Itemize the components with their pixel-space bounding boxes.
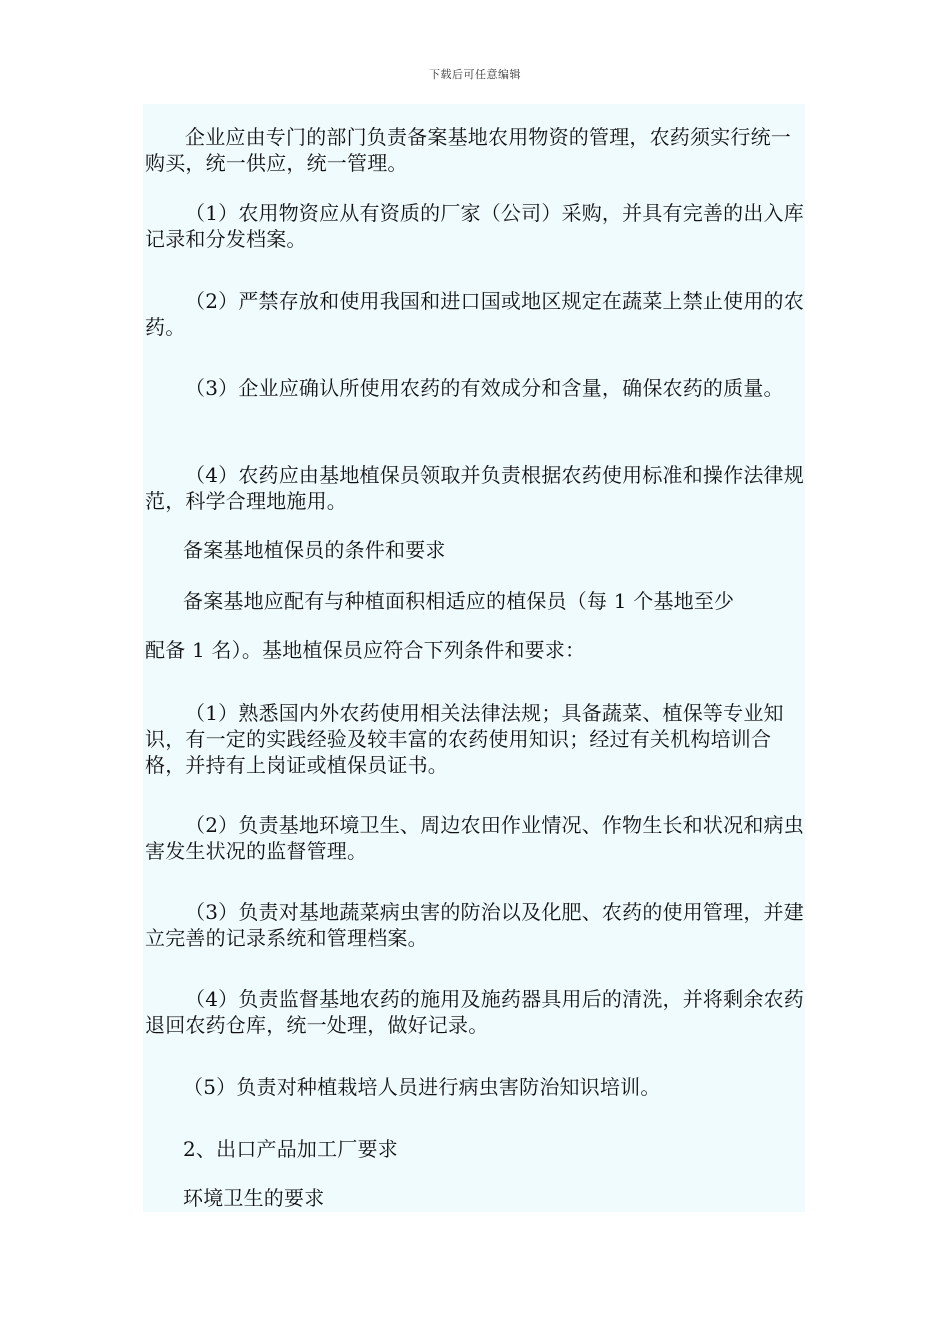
paragraph-staffing-line2: 配备 1 名）。基地植保员应符合下列条件和要求： — [145, 638, 586, 662]
heading-export-factory: 2、出口产品加工厂要求 — [183, 1137, 398, 1161]
paragraph-material-management: 企业应由专门的部门负责备案基地农用物资的管理，农药须实行统一购买，统一供应，统一管理。 — [145, 125, 791, 175]
paragraph-req-2-supervision: （2）负责基地环境卫生、周边农田作业情况、作物生长和状况和病虫害发生状况的监督管理。 — [145, 813, 804, 863]
paragraph-req-1-knowledge: （1）熟悉国内外农药使用相关法律法规；具备蔬菜、植保等专业知识，有一定的实践经验及较丰富的农药使用知识；经过有关机构培训合格，并持有上岗证或植保员证书。 — [145, 701, 784, 777]
paragraph-item-1-procurement: （1）农用物资应从有资质的厂家（公司）采购，并具有完善的出入库记录和分发档案。 — [145, 201, 804, 251]
heading-environment-hygiene: 环境卫生的要求 — [183, 1186, 325, 1210]
paragraph-item-2-prohibited: （2）严禁存放和使用我国和进口国或地区规定在蔬菜上禁止使用的农药。 — [145, 289, 804, 339]
paragraph-staffing-line1: 备案基地应配有与种植面积相适应的植保员（每 1 个基地至少 — [183, 589, 735, 613]
heading-plant-protector: 备案基地植保员的条件和要求 — [183, 538, 446, 562]
page-header-note: 下载后可任意编辑 — [429, 68, 521, 81]
paragraph-req-5-training: （5）负责对种植栽培人员进行病虫害防治知识培训。 — [183, 1075, 661, 1099]
paragraph-item-3-quality: （3）企业应确认所使用农药的有效成分和含量，确保农药的质量。 — [185, 376, 784, 400]
paragraph-req-4-cleaning: （4）负责监督基地农药的施用及施药器具用后的清洗，并将剩余农药退回农药仓库，统一处理，做好记录。 — [145, 987, 804, 1037]
paragraph-item-4-application: （4）农药应由基地植保员领取并负责根据农药使用标准和操作法律规范，科学合理地施用。 — [145, 463, 804, 513]
paragraph-req-3-records: （3）负责对基地蔬菜病虫害的防治以及化肥、农药的使用管理，并建立完善的记录系统和管理档案。 — [145, 900, 804, 950]
